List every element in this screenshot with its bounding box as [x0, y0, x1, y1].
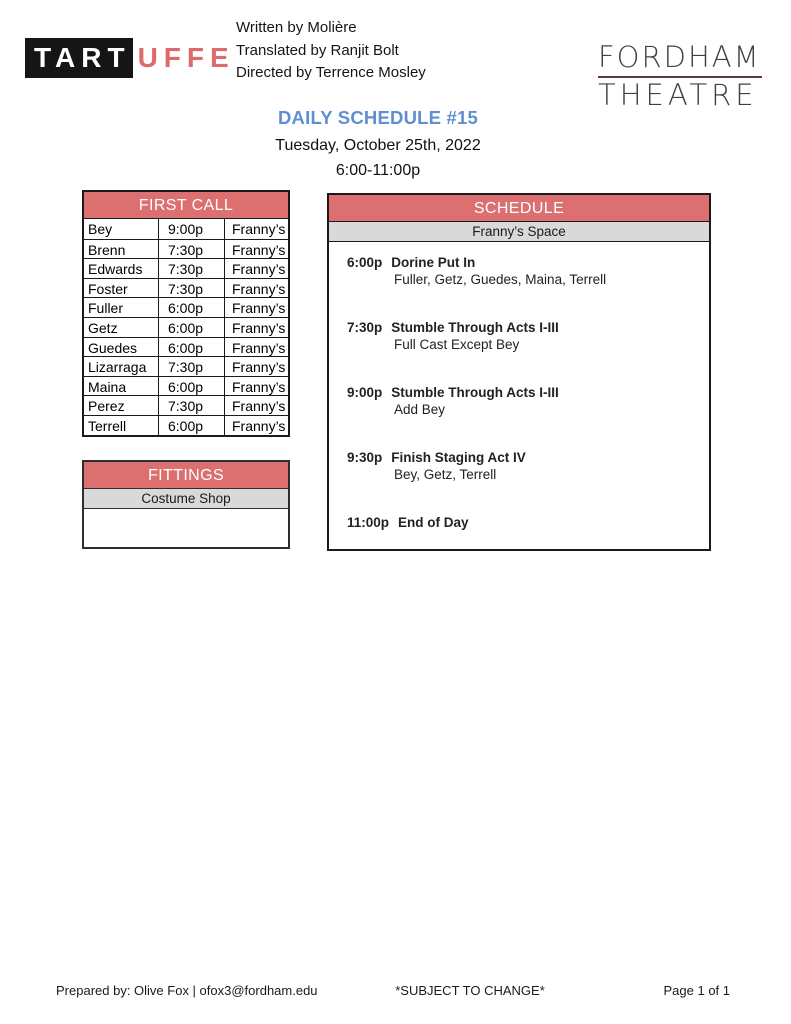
first-call-row	[84, 258, 288, 278]
credit-translated-by: Translated by Ranjit Bolt	[236, 41, 399, 59]
fittings-table-header: FITTINGS	[84, 462, 288, 489]
schedule-entry-activity: Dorine Put In	[391, 255, 476, 270]
schedule-time-range: 6:00-11:00p	[335, 162, 421, 179]
schedule-entry-activity: End of Day	[398, 515, 469, 530]
first-call-name: Brenn	[84, 240, 159, 259]
first-call-location: Franny’s	[232, 300, 286, 317]
schedule-entry-headline	[347, 449, 699, 466]
schedule-entry-people: Full Cast Except Bey	[394, 337, 520, 352]
schedule-entry-activity: Stumble Through Acts I-III	[391, 320, 559, 335]
schedule-entry-time: 6:00p	[347, 255, 383, 270]
first-call-row	[84, 297, 288, 317]
first-call-row	[84, 337, 288, 357]
first-call-row	[84, 317, 288, 337]
first-call-name: Edwards	[84, 259, 159, 278]
first-call-row	[84, 376, 288, 396]
tartuffe-logo-red-part: UFFE	[137, 42, 235, 73]
first-call-row	[84, 395, 288, 415]
first-call-name: Bey	[84, 219, 159, 239]
schedule-entry-time: 9:30p	[347, 450, 383, 465]
first-call-name: Guedes	[84, 338, 159, 357]
document-header	[1, 107, 755, 180]
footer-page-number: Page 1 of 1	[663, 983, 730, 998]
first-call-name: Lizarraga	[84, 357, 159, 376]
schedule-entry	[347, 514, 699, 531]
footer-subject-to-change-notice: *SUBJECT TO CHANGE*	[395, 983, 545, 998]
production-credits	[236, 17, 426, 85]
fordham-logo-line2: THEATRE	[598, 78, 758, 112]
first-call-row	[84, 219, 288, 239]
first-call-time: 7:30p	[159, 357, 225, 376]
schedule-entry-people: Bey, Getz, Terrell	[394, 467, 497, 482]
first-call-time: 7:30p	[159, 396, 225, 415]
fordham-logo-line1: FORDHAM	[598, 40, 761, 74]
first-call-name: Foster	[84, 279, 159, 298]
first-call-time: 9:00p	[159, 219, 225, 239]
schedule-entry-time: 7:30p	[347, 320, 383, 335]
first-call-time: 6:00p	[159, 377, 225, 396]
schedule-entry-people: Add Bey	[394, 402, 446, 417]
first-call-name: Maina	[84, 377, 159, 396]
schedule-entry	[347, 319, 699, 353]
first-call-table-header: FIRST CALL	[84, 192, 288, 219]
first-call-time: 7:30p	[159, 240, 225, 259]
first-call-row	[84, 278, 288, 298]
schedule-entry-time: 9:00p	[347, 385, 383, 400]
first-call-location: Franny’s	[232, 359, 286, 376]
first-call-row	[84, 239, 288, 259]
first-call-rows	[84, 219, 288, 435]
first-call-name: Getz	[84, 318, 159, 337]
schedule-entry	[347, 254, 699, 288]
schedule-entry-headline	[347, 384, 699, 401]
schedule-table	[327, 193, 711, 551]
first-call-table	[82, 190, 290, 437]
first-call-location: Franny’s	[232, 280, 286, 297]
tartuffe-logo	[25, 38, 235, 78]
fittings-empty-cell	[84, 509, 288, 547]
first-call-time: 6:00p	[159, 298, 225, 317]
first-call-name: Perez	[84, 396, 159, 415]
first-call-time: 7:30p	[159, 279, 225, 298]
tartuffe-logo-black-part: TART	[25, 38, 133, 78]
first-call-location: Franny’s	[232, 339, 286, 356]
first-call-time: 7:30p	[159, 259, 225, 278]
first-call-location: Franny’s	[232, 261, 286, 278]
first-call-time: 6:00p	[159, 338, 225, 357]
first-call-row	[84, 415, 288, 435]
schedule-entry	[347, 384, 699, 418]
credit-directed-by: Directed by Terrence Mosley	[236, 64, 426, 81]
first-call-location: Franny’s	[232, 319, 286, 336]
schedule-entries	[329, 242, 709, 531]
schedule-entry-time: 11:00p	[347, 515, 390, 530]
footer-prepared-by: Prepared by: Olive Fox | ofox3@fordham.edu	[56, 983, 318, 998]
fittings-table	[82, 460, 290, 549]
fordham-theatre-logo	[598, 41, 762, 112]
first-call-row	[84, 356, 288, 376]
schedule-location: Franny’s Space	[329, 222, 709, 242]
schedule-entry	[347, 449, 699, 483]
first-call-location: Franny’s	[232, 417, 286, 434]
schedule-entry-activity: Finish Staging Act IV	[391, 450, 526, 465]
schedule-entry-headline	[347, 254, 699, 271]
fittings-location: Costume Shop	[84, 489, 288, 509]
schedule-date: Tuesday, October 25th, 2022	[275, 137, 481, 154]
first-call-name: Fuller	[84, 298, 159, 317]
schedule-entry-activity: Stumble Through Acts I-III	[391, 385, 559, 400]
schedule-entry-headline	[347, 319, 699, 336]
first-call-name: Terrell	[84, 416, 159, 435]
schedule-entry-headline	[347, 514, 699, 531]
credit-written-by: Written by Molière	[236, 19, 357, 36]
first-call-location: Franny’s	[232, 398, 286, 415]
first-call-time: 6:00p	[159, 416, 225, 435]
schedule-table-header: SCHEDULE	[329, 195, 709, 222]
first-call-location: Franny’s	[232, 241, 286, 258]
first-call-location: Franny’s	[232, 378, 286, 395]
schedule-entry-people: Fuller, Getz, Guedes, Maina, Terrell	[394, 272, 607, 287]
page-title: DAILY SCHEDULE #15	[278, 107, 478, 128]
first-call-location: Franny’s	[232, 221, 286, 237]
first-call-time: 6:00p	[159, 318, 225, 337]
